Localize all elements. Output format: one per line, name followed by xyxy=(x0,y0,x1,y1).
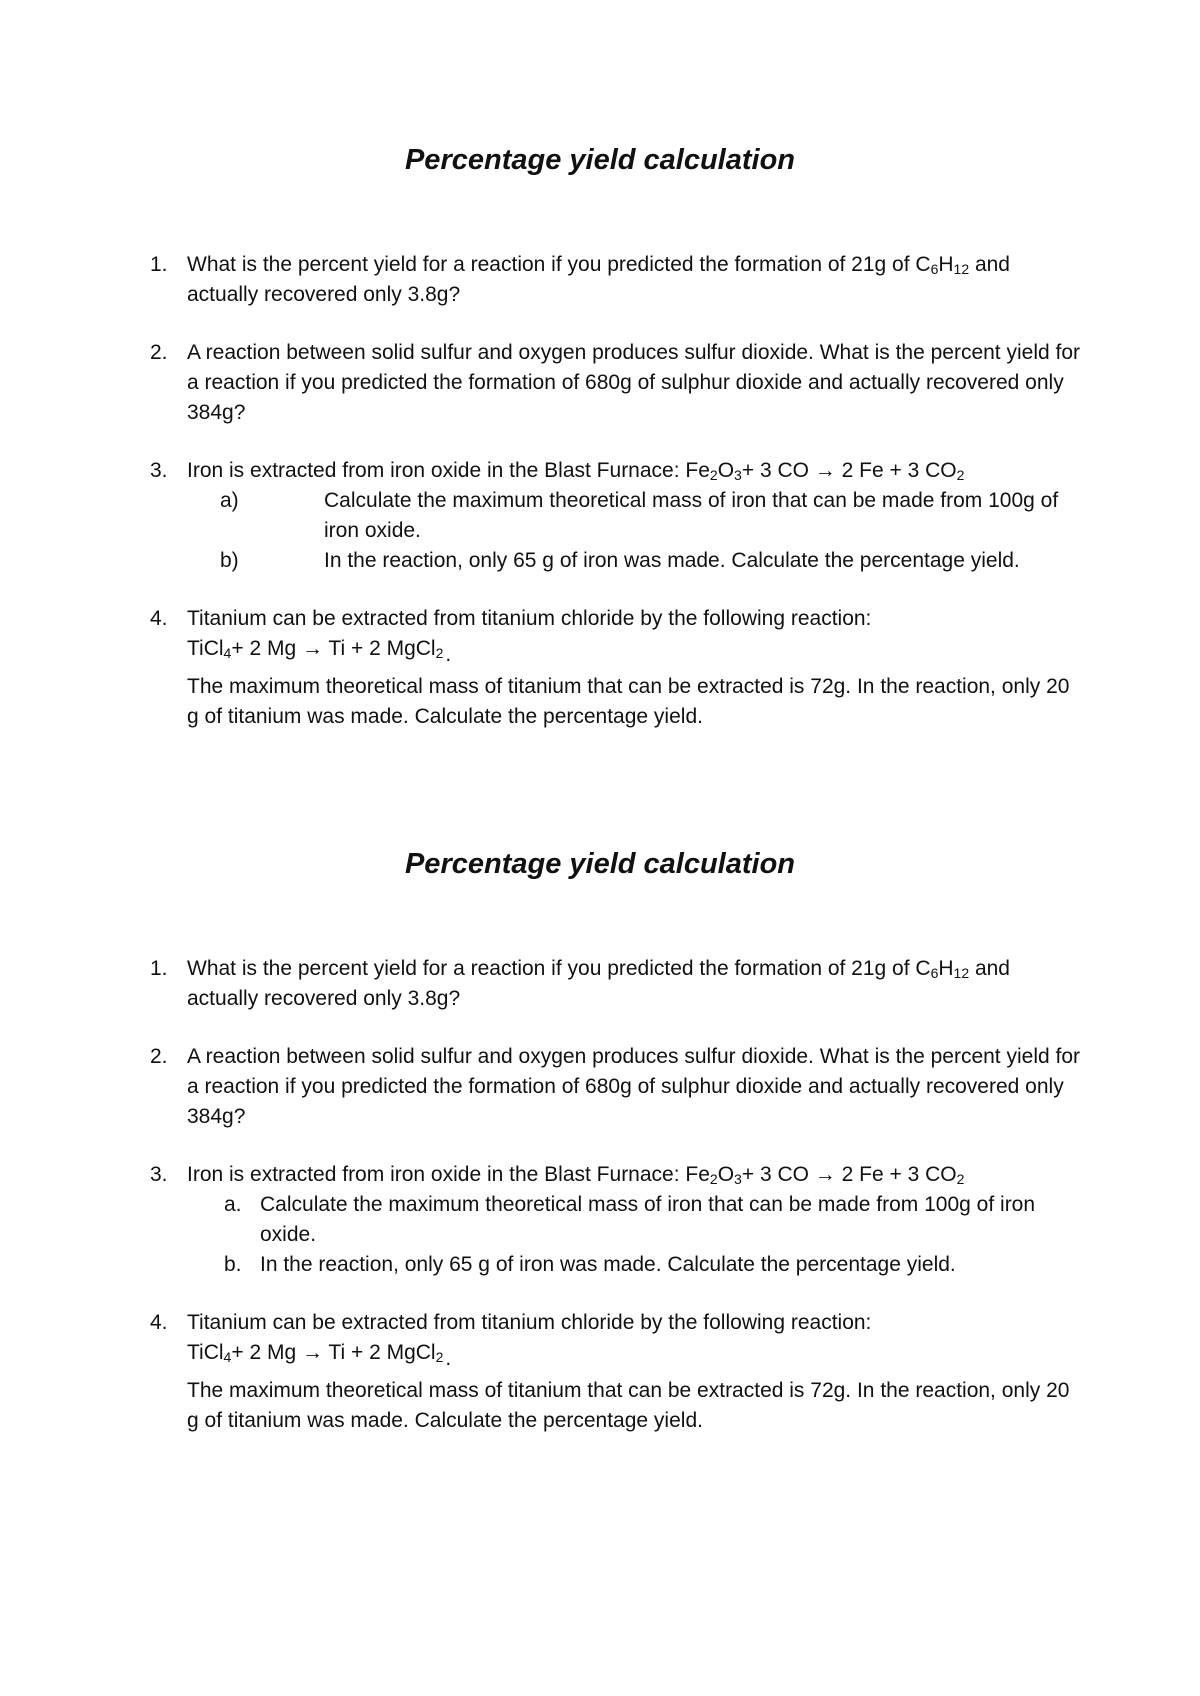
sub-question-label: a. xyxy=(224,1193,242,1216)
question-number: 4. xyxy=(150,1311,168,1334)
question-text: The maximum theoretical mass of titanium that can be extracted is 72g. In the reaction, only 20 g of titanium was made. Calculate the percentage yield. xyxy=(187,675,1070,728)
question-2 xyxy=(150,338,1080,428)
sub-question-b xyxy=(187,546,1080,576)
sub-question-label: a) xyxy=(220,489,239,512)
question-number: 2. xyxy=(150,341,168,364)
worksheet-section-2 xyxy=(0,844,1200,1432)
question-number: 1. xyxy=(150,957,168,980)
sub-question-label: b) xyxy=(220,549,239,572)
question-text: What is the percent yield for a reaction if you predicted the formation of 21g of $C_6H_{12}$ and actually recovered only 3.8g? xyxy=(187,957,1010,1010)
worksheet-section-1 xyxy=(0,140,1200,728)
reaction-equation: TiCl$_4$+ 2 Mg → Ti + 2 MgCl$_2$. xyxy=(187,637,452,666)
sub-question-list xyxy=(187,486,1080,576)
question-text: A reaction between solid sulfur and oxygen produces sulfur dioxide. What is the percent yield for a reaction if you predicted the formation of 680g of sulphur dioxide and actually recovered only 384g? xyxy=(187,341,1081,424)
question-2 xyxy=(150,1042,1080,1132)
sub-question-text: Calculate the maximum theoretical mass of iron that can be made from 100g of iron oxide. xyxy=(260,1193,1036,1246)
sub-question-text: Calculate the maximum theoretical mass of iron that can be made from 100g of iron oxide. xyxy=(324,489,1059,542)
question-4 xyxy=(150,604,1080,732)
question-text: The maximum theoretical mass of titanium that can be extracted is 72g. In the reaction, only 20 g of titanium was made. Calculate the percentage yield. xyxy=(187,1379,1070,1432)
question-list xyxy=(150,250,1080,760)
page-title: Percentage yield calculation xyxy=(404,144,796,176)
reaction-equation: TiCl$_4$+ 2 Mg → Ti + 2 MgCl$_2$. xyxy=(187,1341,452,1370)
sub-question-text: In the reaction, only 65 g of iron was made. Calculate the percentage yield. xyxy=(324,549,1020,572)
question-number: 4. xyxy=(150,607,168,630)
sub-question-list xyxy=(187,1190,1080,1280)
sub-question-a xyxy=(187,486,1080,546)
question-1 xyxy=(150,954,1080,1014)
question-text: A reaction between solid sulfur and oxygen produces sulfur dioxide. What is the percent yield for a reaction if you predicted the formation of 680g of sulphur dioxide and actually recovered only 384g? xyxy=(187,1045,1081,1128)
question-text: What is the percent yield for a reaction if you predicted the formation of 21g of $C_6H_{12}$ and actually recovered only 3.8g? xyxy=(187,253,1010,306)
question-3 xyxy=(150,1160,1080,1280)
sub-question-text: In the reaction, only 65 g of iron was made. Calculate the percentage yield. xyxy=(260,1253,956,1276)
sub-question-a xyxy=(187,1190,1080,1250)
page-title: Percentage yield calculation xyxy=(404,848,796,880)
question-text: Iron is extracted from iron oxide in the Blast Furnace: $Fe_2O_3+ 3$ CO → 2 Fe + 3 $CO_2$ xyxy=(187,1163,965,1187)
sub-question-label: b. xyxy=(224,1253,242,1276)
question-number: 3. xyxy=(150,1163,168,1186)
question-list xyxy=(150,954,1080,1464)
question-1 xyxy=(150,250,1080,310)
question-number: 3. xyxy=(150,459,168,482)
sub-question-b xyxy=(187,1250,1080,1280)
question-intro: Titanium can be extracted from titanium chloride by the following reaction: xyxy=(187,1311,872,1334)
question-text: Iron is extracted from iron oxide in the Blast Furnace: $Fe_2O_3+ 3$ CO → 2 Fe + 3 $CO_2$ xyxy=(187,459,965,483)
question-4 xyxy=(150,1308,1080,1436)
question-3 xyxy=(150,456,1080,576)
question-number: 2. xyxy=(150,1045,168,1068)
question-number: 1. xyxy=(150,253,168,276)
question-intro: Titanium can be extracted from titanium chloride by the following reaction: xyxy=(187,607,872,630)
